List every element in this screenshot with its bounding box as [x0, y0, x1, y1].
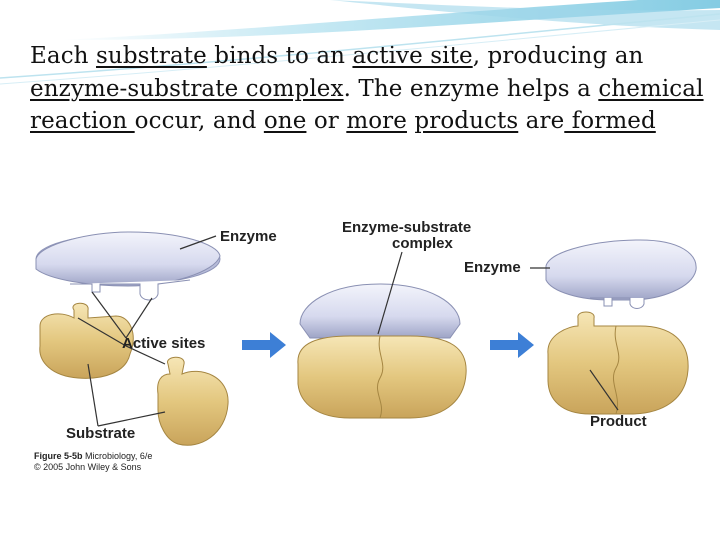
- label-complex-line1: Enzyme-substrate: [342, 219, 472, 236]
- caption-term: enzyme-substrate complex: [30, 75, 344, 102]
- enzyme-substrate-complex-shape: [298, 284, 466, 418]
- caption-text: Each: [30, 43, 97, 69]
- label-product: Product: [590, 413, 647, 430]
- label-enzyme-right: Enzyme: [464, 259, 521, 276]
- label-enzyme-left: Enzyme: [220, 228, 277, 245]
- caption-term: formed: [564, 108, 656, 134]
- caption-text: or: [306, 108, 347, 134]
- label-active-sites: Active sites: [122, 335, 206, 352]
- slide-caption: [30, 40, 710, 138]
- figure-credit-line1: Figure 5-5b Microbiology, 6/e: [34, 451, 153, 461]
- caption-term: products: [414, 108, 519, 134]
- enzyme-substrate-figure: [30, 214, 700, 476]
- caption-text: binds to an: [206, 43, 353, 69]
- caption-text: are: [518, 108, 565, 134]
- caption-term: more: [346, 108, 407, 134]
- caption-text: , producing an: [472, 43, 644, 69]
- caption-term: one: [263, 108, 307, 134]
- figure-credit-line2: © 2005 John Wiley & Sons: [34, 462, 142, 472]
- caption-text: . The enzyme helps a: [343, 75, 599, 102]
- label-complex-line2: complex: [392, 235, 453, 252]
- label-substrate: Substrate: [66, 425, 136, 442]
- arrow-right-1: [242, 332, 286, 358]
- caption-term: active site: [352, 43, 473, 69]
- enzyme-right-shape: [546, 240, 696, 309]
- substrate-left-shape: [40, 303, 228, 445]
- caption-term: chemical reaction: [30, 75, 704, 134]
- caption-term: substrate: [96, 43, 207, 69]
- arrow-right-2: [490, 332, 534, 358]
- product-shape: [548, 312, 688, 414]
- enzyme-left-shape: [36, 232, 220, 300]
- caption-text: occur, and: [134, 108, 264, 134]
